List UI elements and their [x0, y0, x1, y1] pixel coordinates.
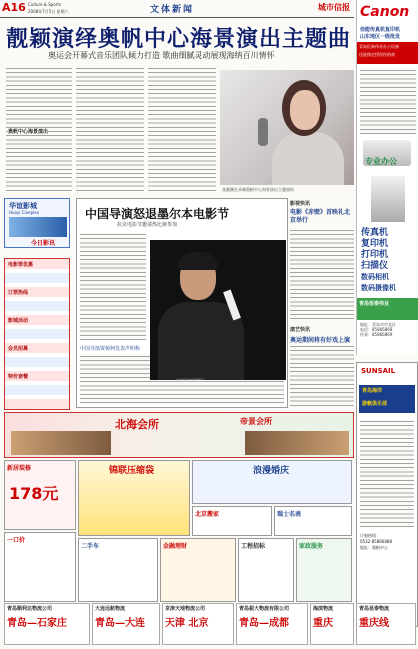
product-item: 复印机: [361, 239, 389, 249]
classified-ad-stack[interactable]: [4, 258, 70, 410]
logistics-ad[interactable]: [236, 603, 308, 645]
huayi-logo: 华谊影城: [9, 202, 37, 210]
ad-cell-finance[interactable]: [160, 538, 236, 602]
product-item: 数码相机: [361, 273, 389, 281]
sunsail-ad[interactable]: [356, 362, 418, 627]
copier-icon: [371, 176, 405, 222]
singer-body: [272, 132, 344, 185]
logistics-route: 重庆: [313, 618, 333, 629]
ad-line: 电影票优惠: [8, 262, 34, 268]
column-title: 文体新闻: [150, 5, 195, 15]
sunsail-logo: SUNSAIL: [361, 367, 396, 375]
contact-line: 0532-85866888: [360, 539, 392, 544]
newspaper-brand: 城市信报: [318, 3, 350, 12]
club-room-image: [11, 431, 111, 455]
logistics-ad[interactable]: [356, 603, 416, 645]
sidebar-body-1: [290, 228, 354, 322]
logistics-route: 青岛—成都: [239, 618, 289, 629]
ad-cell-compression-bag[interactable]: [78, 460, 190, 536]
ad-price: 178元: [9, 484, 59, 503]
logistics-route: 青岛—石家庄: [7, 618, 67, 629]
logistics-route: 重庆线: [359, 618, 389, 629]
product-item: 扫描仪: [361, 261, 389, 271]
canon-logo: Canon: [360, 4, 410, 20]
article-body-col-3: [148, 66, 216, 194]
article-body-col-2: [76, 66, 144, 194]
address-line: 地址：青岛市市北区: [360, 322, 396, 327]
canon-red-text: 佳能指定授权经销商: [359, 52, 395, 57]
feature-subtitle: 抗议电影节邀请热比娅参加: [117, 222, 178, 228]
ad-cell-housekeeping[interactable]: [296, 538, 352, 602]
section-label-en: Culture & Sports: [28, 2, 62, 7]
logistics-route: 青岛—大连: [95, 618, 145, 629]
phone-line: 电话：85866868: [360, 327, 393, 332]
sunsail-banner: [359, 385, 415, 413]
club-title-2: 帝景会所: [240, 417, 272, 426]
sunsail-line: 青岛海洋: [362, 388, 383, 394]
singer-photo-caption: 张靓颖在录制奥帆中心海景演出主题曲时: [222, 187, 294, 192]
sidebar-text-2: 奥运期间将有好戏上演: [290, 337, 351, 344]
director-hair: [178, 252, 218, 270]
ad-title: 工程招标: [241, 543, 266, 550]
director-photo-caption: 中国导演贾樟柯: [176, 378, 204, 383]
logistics-ad[interactable]: [92, 603, 160, 645]
canon-line-2: 山东地区一级批发: [360, 34, 401, 40]
canon-red-bar: [357, 42, 418, 64]
ad-cell-fixed-price[interactable]: [4, 532, 76, 602]
ad-cell-tender[interactable]: [238, 538, 294, 602]
club-title: 北海会所: [115, 418, 159, 431]
article-section-label: 奥帆中心海景演出: [8, 129, 49, 135]
contact-line: 地址：奥帆中心: [360, 545, 388, 550]
product-item: 数码摄像机: [361, 284, 396, 292]
sidebar-heading-2: 演艺快讯: [290, 327, 311, 333]
canon-text-block: [360, 68, 416, 134]
sunsail-text-block: [360, 419, 414, 527]
logistics-company: 京津天地物流公司: [165, 606, 206, 612]
logistics-ad[interactable]: [4, 603, 90, 645]
canon-ad[interactable]: [356, 0, 418, 355]
ad-title: 瑞士名表: [277, 511, 302, 518]
ad-cell-used-car[interactable]: [78, 538, 158, 602]
microphone-icon: [258, 118, 268, 146]
logistics-company: 青岛振大物流有限公司: [239, 606, 290, 612]
canon-green-text: 青岛恒泰伟业: [359, 301, 390, 307]
ad-title: 一口价: [7, 537, 26, 544]
fax-line: 传真：85866869: [360, 332, 393, 337]
club-banner-ad[interactable]: [4, 412, 354, 458]
singer-face: [290, 90, 320, 130]
director-photo: [150, 240, 286, 380]
canon-red-text: 青岛恒泰伟业办公设备: [359, 44, 399, 49]
feature-headline: 中国导演怒退墨尔本电影节: [85, 207, 230, 221]
ad-cell-watch[interactable]: [274, 506, 352, 536]
ad-cell-wedding[interactable]: [192, 460, 352, 504]
sunsail-line: 游艇俱乐部: [362, 401, 388, 407]
canon-green-bar: [357, 298, 418, 320]
sidebar-text-1: 电影《赤壁》首映礼北京举行: [290, 209, 351, 224]
logistics-company: 大连远航物流: [95, 606, 126, 612]
ad-title: 金融理财: [163, 543, 188, 550]
ad-cell-moving[interactable]: [192, 506, 272, 536]
huayi-banner-image: [9, 217, 67, 237]
feature-body-col-1: [80, 232, 146, 340]
logistics-ads-row: [4, 603, 418, 645]
article-headline: 靓颖演绎奥帆中心海景演出主题曲: [6, 27, 352, 52]
canon-product-list: [361, 228, 396, 294]
page-number: A16: [2, 1, 26, 14]
logistics-ad[interactable]: [310, 603, 354, 645]
ad-title: 家政服务: [299, 543, 324, 550]
canon-line-1: 佳能传真机复印机: [360, 27, 401, 33]
huayi-today-label: 今日影讯: [31, 240, 56, 247]
logistics-company: 海滨物流: [313, 606, 334, 612]
contact-line: 订船热线：: [360, 533, 380, 538]
huayi-cinema-ad[interactable]: [4, 198, 70, 248]
singer-photo: [220, 70, 354, 185]
ad-title: 北京搬家: [195, 511, 220, 518]
ad-line: 会员招募: [8, 346, 29, 352]
canon-slogan: 专业办公: [365, 157, 397, 166]
canon-address: [360, 322, 396, 337]
page-header: [0, 0, 354, 18]
ad-line: 影城活动: [8, 318, 29, 324]
product-item: 打印机: [361, 250, 389, 260]
ad-title: 二手车: [81, 543, 100, 550]
sidebar-heading-1: 影视快讯: [290, 201, 311, 207]
sidebar-body-2: [290, 344, 354, 406]
ad-title: 锦联压缩袋: [109, 466, 155, 476]
product-item: 传真机: [361, 228, 389, 238]
sunsail-contact: [360, 533, 392, 551]
ad-line: 订票热线: [8, 290, 29, 296]
logistics-company: 青岛顺利达物流公司: [7, 606, 53, 612]
classified-ad-grid: [4, 460, 354, 602]
logistics-company: 青岛昆泰物流: [359, 606, 390, 612]
logistics-ad[interactable]: [162, 603, 234, 645]
huayi-subtitle: Huayi Cineplex: [9, 210, 40, 215]
club-room-image: [245, 431, 349, 455]
ad-title: 新居装修: [7, 465, 32, 472]
article-subhead: 奥运会开幕式音乐团队倾力打造 歌曲细腻灵动展现海纳百川情怀: [48, 51, 275, 60]
ad-title: 浪漫婚庆: [253, 466, 290, 476]
ad-cell-renovation[interactable]: [4, 460, 76, 530]
feature-pull-quote: 中国导演贾樟柯发表声明称: [80, 346, 141, 352]
logistics-route: 天津 北京: [165, 618, 209, 629]
issue-date: 2008年7月5日 星期六: [28, 9, 69, 14]
ad-line: 特价套餐: [8, 374, 29, 380]
